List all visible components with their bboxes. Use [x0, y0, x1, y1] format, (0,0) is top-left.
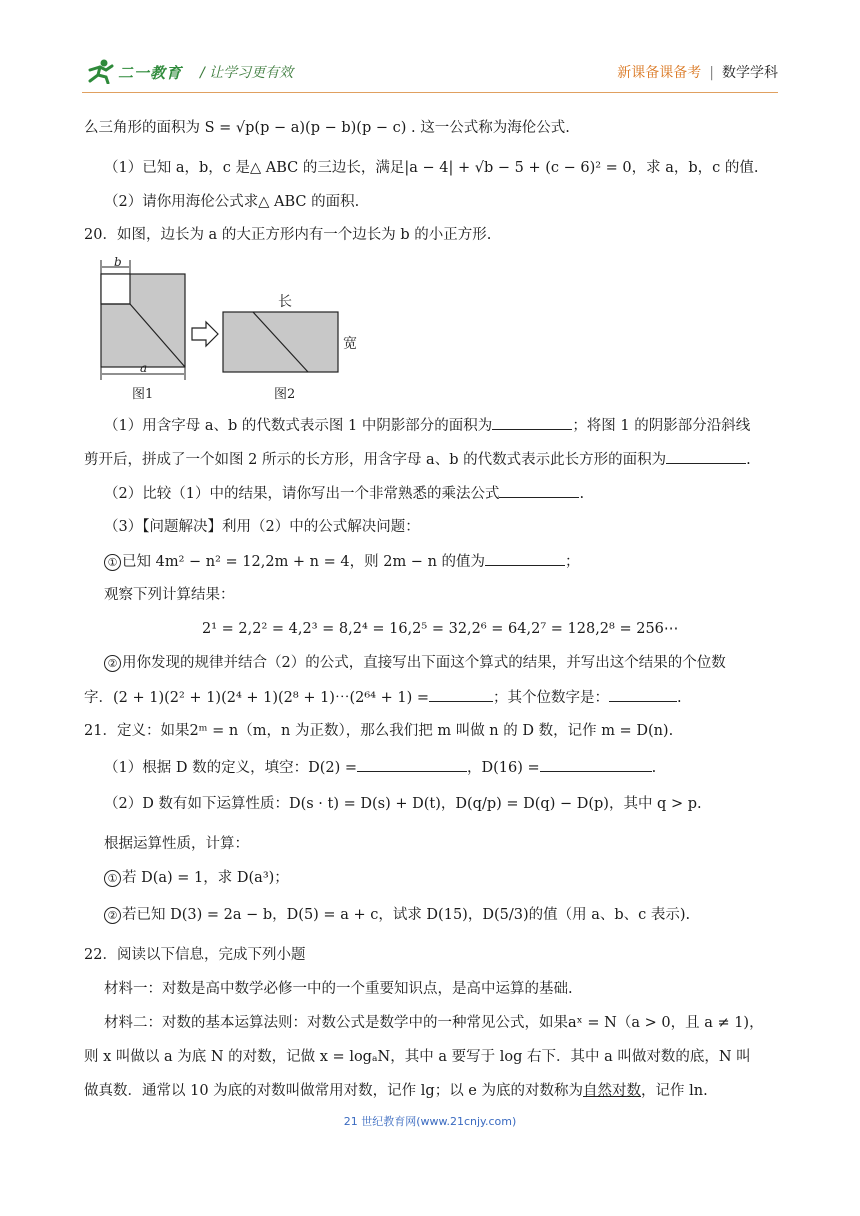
q21-part1: （1）根据 D 数的定义，填空：D(2) = ，D(16) = .	[104, 757, 656, 778]
q20-part3-item1: ① 已知 4m² − n² = 12,2m + n = 4，则 2m − n 的值为 ；	[104, 551, 580, 572]
q20-part3-item2	[104, 653, 726, 673]
q19-part1: （1）已知 a，b，c 是△ ABC 的三边长，满足|a − 4| + √b − 5 + (c − 6)² = 0，求 a，b，c 的值.	[104, 160, 759, 176]
circled-1: ①	[104, 554, 121, 571]
q20-part1-line1	[104, 415, 750, 436]
label-a: a	[140, 361, 148, 375]
answer-blank	[499, 483, 579, 498]
product-expression: 字．(2 + 1)(2² + 1)(2⁴ + 1)(2⁸ + 1)⋯(2⁶⁴ + 1) =	[84, 690, 429, 706]
answer-blank	[609, 687, 677, 702]
q21-calc-item1	[104, 868, 289, 888]
units-digit-text: ；其个位数字是：	[492, 690, 609, 706]
q22-material2-line3	[84, 1081, 708, 1101]
q20-stem: 20．如图，边长为 a 的大正方形内有一个边长为 b 的小正方形.	[84, 227, 492, 243]
runner-logo-icon	[82, 58, 118, 84]
q20-part1-line2: 剪开后，拼成了一个如图 2 所示的长方形，用含字母 a、b 的代数式表示此长方形的面积为 .	[84, 449, 751, 470]
slogan: / 让学习更有效	[200, 65, 294, 81]
q21-part1-text-b: ，D(16) =	[467, 760, 540, 776]
answer-blank	[485, 551, 565, 566]
answer-blank	[357, 757, 467, 772]
powers-of-two-line: 2¹ = 2,2² = 4,2³ = 8,2⁴ = 16,2⁵ = 32,2⁶ = 64,2⁷ = 128,2⁸ = 256⋯	[202, 621, 679, 637]
q21-calc-item2-text: 若已知 D(3) = 2a − b，D(5) = a + c，试求 D(15)，D(5/3)的值（用 a、b、c 表示).	[122, 907, 691, 923]
small-square	[101, 274, 130, 304]
brand-name: 二一教育	[118, 64, 183, 82]
natural-log-term: 自然对数	[583, 1083, 641, 1099]
q20-figure	[96, 256, 376, 406]
q22-material2: 材料二：对数的基本运算法则：对数公式是数学中的一种常见公式，如果aˣ = N（a > 0，且 a ≠ 1)，	[104, 1015, 764, 1031]
header-divider	[82, 92, 778, 93]
header-separator: |	[709, 65, 714, 81]
footer-source: 21 世纪教育网(www.21cnjy.com)	[343, 1115, 517, 1128]
q20-part1-text-b: ；将图 1 的阴影部分沿斜线	[572, 418, 751, 434]
page-header	[82, 58, 778, 88]
subject-label: 数学学科	[722, 65, 778, 81]
heron-formula-line: 么三角形的面积为 S = √p(p − a)(p − b)(p − c) . 这一公式称为海伦公式.	[84, 120, 570, 136]
q21-calc-item2	[104, 905, 690, 925]
answer-blank	[492, 415, 572, 430]
q21-stem: 21．定义：如果2ᵐ = n（m，n 为正数），那么我们把 m 叫做 n 的 D 数，记作 m = D(n).	[84, 723, 674, 739]
q19-part2: （2）请你用海伦公式求△ ABC 的面积.	[104, 194, 360, 210]
circled-2: ②	[104, 907, 121, 924]
q20-part2-text: （2）比较（1）中的结果，请你写出一个非常熟悉的乘法公式	[104, 486, 500, 502]
observe-line: 观察下列计算结果：	[104, 587, 235, 603]
width-label: 宽	[343, 336, 357, 352]
fig2-caption: 图2	[274, 387, 296, 402]
arrow-right-icon	[192, 322, 218, 346]
q21-part1-text-a: （1）根据 D 数的定义，填空：D(2) =	[104, 760, 357, 776]
header-right	[617, 62, 778, 82]
q22-text-a: 做真数．通常以 10 为底的对数叫做常用对数，记作 lg；以 e 为底的对数称为	[84, 1083, 583, 1099]
q20-part1-text-a: （1）用含字母 a、b 的代数式表示图 1 中阴影部分的面积为	[104, 418, 493, 434]
length-label: 长	[278, 294, 292, 310]
q20-part3-item2-line2: 字．(2 + 1)(2² + 1)(2⁴ + 1)(2⁸ + 1)⋯(2⁶⁴ + 1) = ；其个位数字是： .	[84, 687, 682, 708]
q21-calc-item1-text: 若 D(a) = 1，求 D(a³)；	[122, 870, 289, 886]
q20-part3-item1-text: 已知 4m² − n² = 12,2m + n = 4，则 2m − n 的值为	[122, 554, 486, 570]
q22-material2-line2: 则 x 叫做以 a 为底 N 的对数，记做 x = logₐN，其中 a 要写于 log 右下．其中 a 叫做对数的底，N 叫	[84, 1049, 751, 1065]
q20-part1-text-c: 剪开后，拼成了一个如图 2 所示的长方形，用含字母 a、b 的代数式表示此长方形的面积为	[84, 452, 667, 468]
q20-part3-item2-text: 用你发现的规律并结合（2）的公式，直接写出下面这个算式的结果，并写出这个结果的个位数	[122, 655, 726, 671]
q20-part2: （2）比较（1）中的结果，请你写出一个非常熟悉的乘法公式 .	[104, 483, 584, 504]
q20-part3: （3）【问题解决】利用（2）中的公式解决问题：	[104, 519, 420, 535]
q22-stem: 22．阅读以下信息，完成下列小题	[84, 947, 306, 963]
course-label: 新课备课备考	[617, 65, 702, 81]
q21-part2: （2）D 数有如下运算性质：D(s · t) = D(s) + D(t)，D(q/p) = D(q) − D(p)，其中 q > p.	[104, 796, 702, 812]
circled-2: ②	[104, 655, 121, 672]
answer-blank	[666, 449, 746, 464]
circled-1: ①	[104, 870, 121, 887]
answer-blank	[429, 687, 493, 702]
q22-text-b: ，记作 ln.	[641, 1083, 708, 1099]
answer-blank	[540, 757, 652, 772]
q21-calc: 根据运算性质，计算：	[104, 836, 249, 852]
fig1-caption: 图1	[132, 387, 154, 402]
q22-material1: 材料一：对数是高中数学必修一中的一个重要知识点，是高中运算的基础.	[104, 981, 573, 997]
label-b: b	[114, 256, 122, 269]
